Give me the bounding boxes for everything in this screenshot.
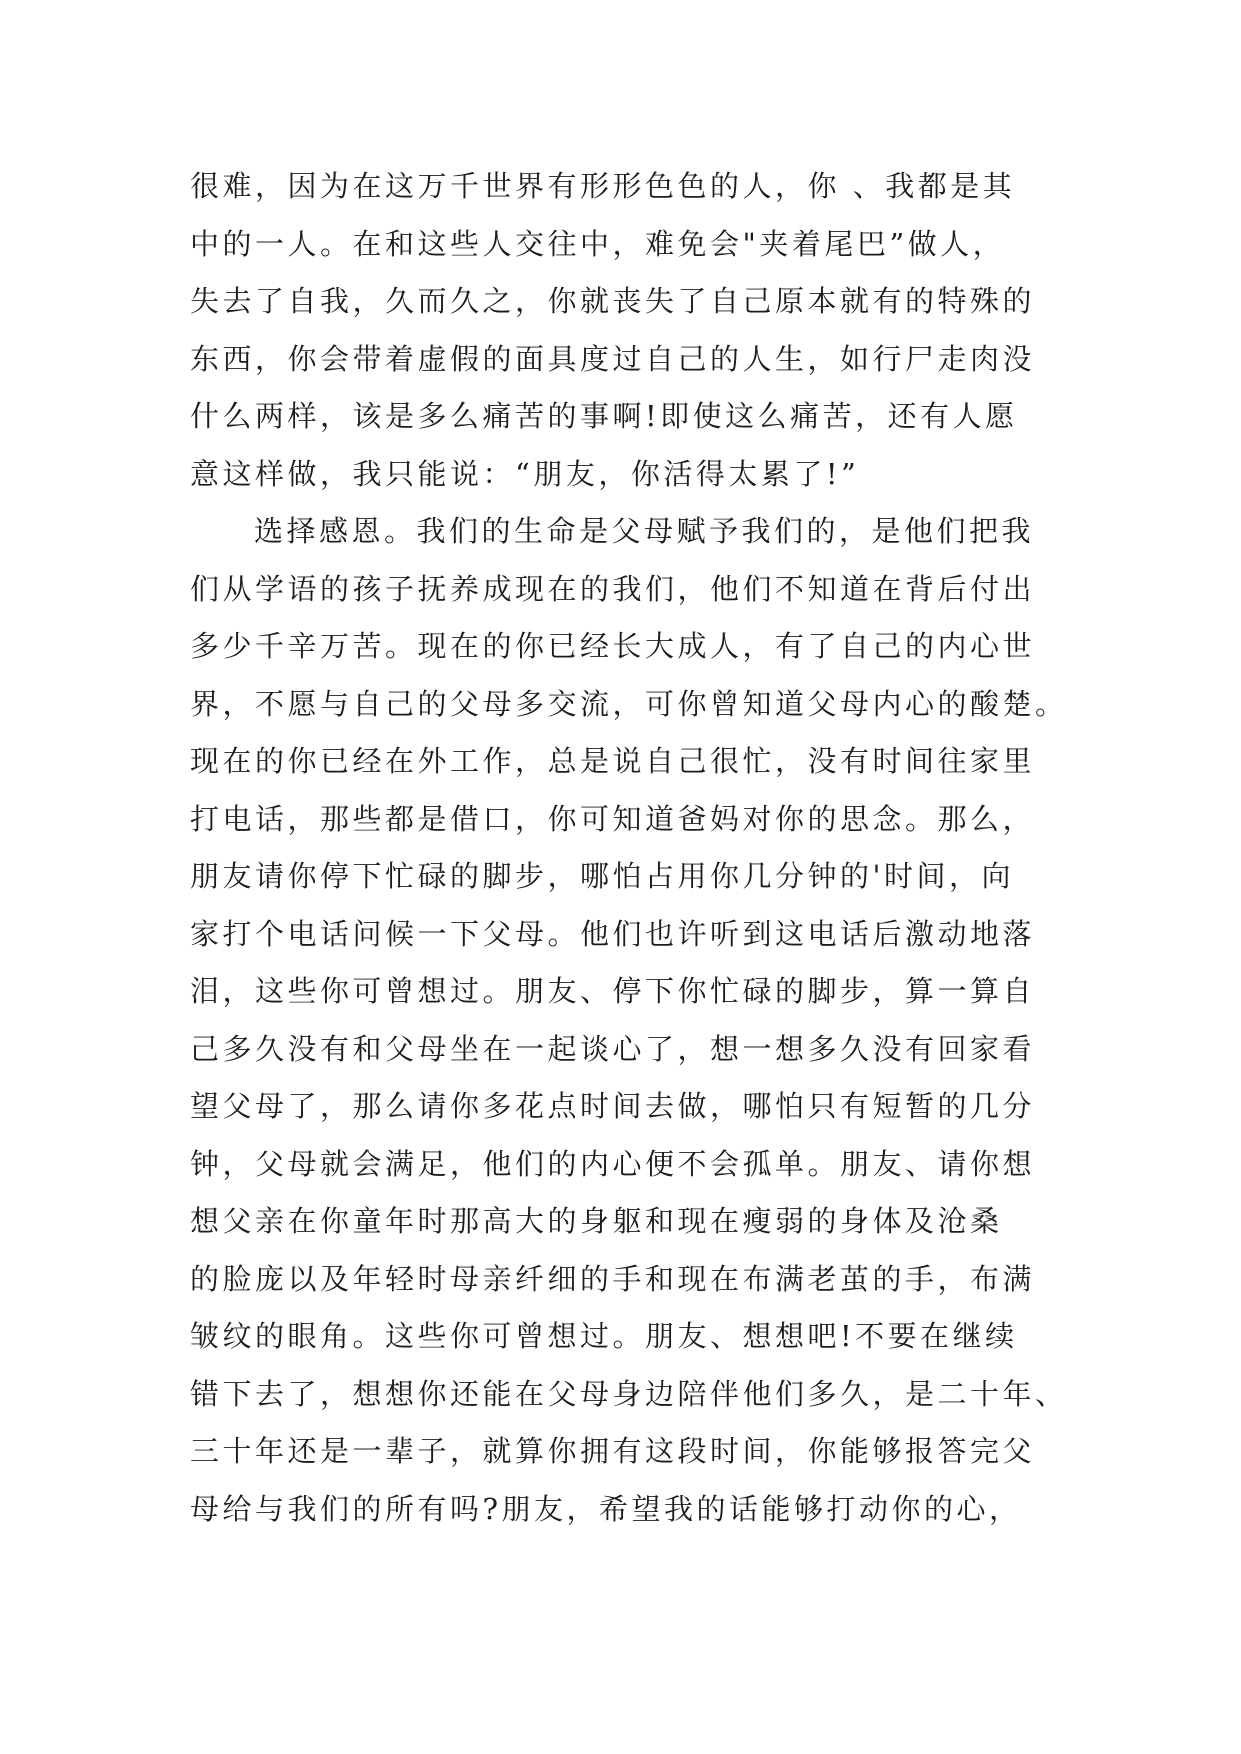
text-line-11: 现在的你已经在外工作，总是说自己很忙，没有时间往家里 <box>190 744 1036 778</box>
text-line-20: 的脸庞以及年轻时母亲纤细的手和现在布满老茧的手，布满 <box>190 1261 1036 1296</box>
text-line-17: 望父母了，那么请你多花点时间去做，哪怕只有短暂的几分 <box>190 1089 1036 1123</box>
text-line-16: 己多久没有和父母坐在一起谈心了，想一想多久没有回家看 <box>190 1031 1036 1066</box>
text-line-12: 打电话，那些都是借口，你可知道爸妈对你的思念。那么， <box>190 801 1036 836</box>
text-line-15: 泪，这些你可曾想过。朋友、停下你忙碌的脚步，算一算自 <box>190 974 1036 1008</box>
text-line-22: 错下去了，想想你还能在父母身边陪伴他们多久，是二十年、 <box>190 1376 1068 1411</box>
text-line-14: 家打个电话问候一下父母。他们也许听到这电话后激动地落 <box>190 916 1036 951</box>
text-line-13: 朋友请你停下忙碌的脚步，哪怕占用你几分钟的'时间，向 <box>190 859 1014 893</box>
paragraph-start-line: 选择感恩。我们的生命是父母赋予我们的，是他们把我 <box>254 514 1035 548</box>
body-text <box>190 158 1070 1538</box>
text-line-24: 母给与我们的所有吗?朋友，希望我的话能够打动你的心， <box>190 1491 1022 1526</box>
text-line-8: 们从学语的孩子抚养成现在的我们，他们不知道在背后付出 <box>190 571 1036 606</box>
text-line-19: 想父亲在你童年时那高大的身躯和现在瘦弱的身体及沧桑 <box>190 1204 1003 1238</box>
text-line-5: 什么两样，该是多么痛苦的事啊!即使这么痛苦，还有人愿 <box>190 399 1018 433</box>
text-line-6: 意这样做，我只能说：“朋友，你活得太累了!” <box>190 456 860 491</box>
text-line-4: 东西，你会带着虚假的面具度过自己的人生，如行尸走肉没 <box>190 341 1036 376</box>
text-line-10: 界，不愿与自己的父母多交流，可你曾知道父母内心的酸楚。 <box>190 686 1068 721</box>
text-line-9: 多少千辛万苦。现在的你已经长大成人，有了自己的内心世 <box>190 629 1036 663</box>
text-line-21: 皱纹的眼角。这些你可曾想过。朋友、想想吧!不要在继续 <box>190 1319 1018 1353</box>
text-line-3: 失去了自我，久而久之，你就丧失了自己原本就有的特殊的 <box>190 284 1036 318</box>
text-line-18: 钟，父母就会满足，他们的内心便不会孤单。朋友、请你想 <box>190 1146 1036 1181</box>
text-line-1: 很难，因为在这万千世界有形形色色的人，你 、我都是其 <box>190 169 1016 203</box>
text-line-2: 中的一人。在和这些人交往中，难免会"夹着尾巴”做人， <box>190 226 1006 261</box>
text-line-23: 三十年还是一辈子，就算你拥有这段时间，你能够报答完父 <box>190 1434 1036 1468</box>
